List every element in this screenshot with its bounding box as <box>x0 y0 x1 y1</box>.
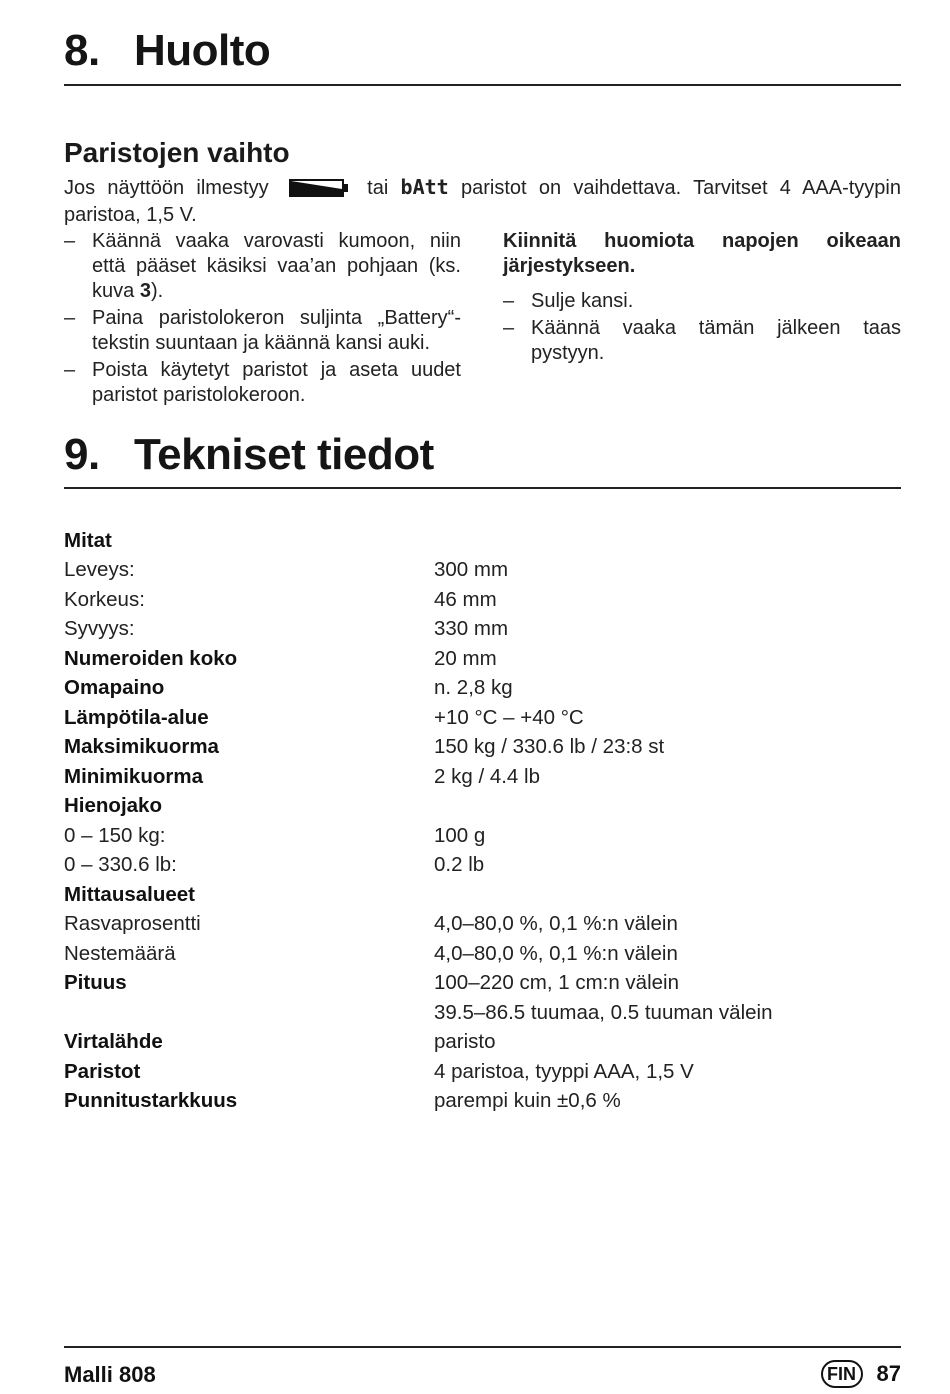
step-dash: – <box>64 359 76 381</box>
step-item <box>64 306 461 356</box>
spec-row <box>64 851 901 881</box>
spec-value: +10 °C – +40 °C <box>434 705 584 729</box>
spec-label: Maksimikuorma <box>64 735 219 759</box>
intro-text-c: paristot on vaihdettava. Tarvitset 4 AAA-tyypin paristoa, 1,5 V. <box>64 177 901 226</box>
spec-row <box>64 644 901 674</box>
figure-ref: 3 <box>139 280 151 302</box>
spec-value: 4,0–80,0 %, 0,1 %:n välein <box>434 941 678 965</box>
spec-row <box>64 1057 901 1087</box>
spec-value: 330 mm <box>434 617 509 641</box>
spec-label: Korkeus: <box>64 587 145 611</box>
spec-row <box>64 939 901 969</box>
footer-rule <box>64 1346 901 1348</box>
heading-rule <box>64 487 901 489</box>
spec-value: 100 g <box>434 823 486 847</box>
spec-label: 0 – 330.6 lb: <box>64 853 177 877</box>
step-text: Käännä vaaka tämän jälkeen taas pystyyn. <box>531 317 901 364</box>
step-item <box>64 358 461 408</box>
spec-row <box>64 615 901 645</box>
spec-label: Lämpötila-alue <box>64 705 209 729</box>
spec-label: Paristot <box>64 1059 141 1083</box>
section-title: Huolto <box>134 26 271 75</box>
spec-label: Rasvaprosentti <box>64 912 201 936</box>
language-badge: FIN <box>821 1360 863 1388</box>
spec-label: Minimikuorma <box>64 764 203 788</box>
step-item <box>503 316 901 366</box>
spec-label: Omapaino <box>64 676 165 700</box>
battery-steps-left <box>64 229 461 410</box>
spec-label: Nestemäärä <box>64 941 176 965</box>
step-item <box>64 229 461 304</box>
spec-value: 4,0–80,0 %, 0,1 %:n välein <box>434 912 678 936</box>
spec-value: parempi kuin ±0,6 % <box>434 1089 621 1113</box>
spec-value: 0.2 lb <box>434 853 485 877</box>
spec-row <box>64 703 901 733</box>
battery-low-icon <box>289 179 349 197</box>
spec-label: Hienojako <box>64 794 162 818</box>
spec-row <box>64 674 901 704</box>
spec-label: Numeroiden koko <box>64 646 238 670</box>
spec-row <box>64 998 901 1028</box>
step-item <box>503 289 901 314</box>
step-text: Sulje kansi. <box>531 290 634 312</box>
spec-row <box>64 526 901 556</box>
spec-value: 150 kg / 330.6 lb / 23:8 st <box>434 735 665 759</box>
battery-intro-paragraph <box>64 174 901 229</box>
spec-value: 39.5–86.5 tuumaa, 0.5 tuuman välein <box>434 1000 773 1024</box>
section-number: 9. <box>64 430 100 479</box>
spec-label: Punnitustarkkuus <box>64 1089 238 1113</box>
spec-row <box>64 762 901 792</box>
spec-row <box>64 969 901 999</box>
heading-rule <box>64 84 901 86</box>
spec-row <box>64 910 901 940</box>
polarity-note: Kiinnitä huomiota napojen oikeaan järjestykseen. <box>503 230 901 277</box>
battery-change-heading: Paristojen vaihto <box>64 137 290 168</box>
tech-specs-table <box>64 526 901 1116</box>
page-number: 87 <box>876 1361 901 1386</box>
step-text-end: ). <box>150 280 164 302</box>
section-8-heading <box>64 26 270 76</box>
spec-value: 46 mm <box>434 587 497 611</box>
manual-page <box>64 0 901 1394</box>
spec-row <box>64 821 901 851</box>
step-dash: – <box>64 307 76 329</box>
spec-row <box>64 585 901 615</box>
footer-right <box>821 1360 901 1388</box>
spec-label: Pituus <box>64 971 127 995</box>
spec-row <box>64 880 901 910</box>
spec-value: 20 mm <box>434 646 497 670</box>
spec-row <box>64 792 901 822</box>
spec-value: 4 paristoa, tyyppi AAA, 1,5 V <box>434 1059 694 1083</box>
spec-value: n. 2,8 kg <box>434 676 513 700</box>
step-text: Käännä vaaka varovasti kumoon, niin että pääset käsiksi vaa’an pohjaan (ks. kuva <box>92 230 461 302</box>
lcd-batt-indicator: bAtt <box>400 175 449 199</box>
step-dash: – <box>503 290 515 312</box>
section-9-heading <box>64 430 434 480</box>
spec-value: paristo <box>434 1030 496 1054</box>
spec-row <box>64 733 901 763</box>
step-text: Paina paristolokeron suljinta „Battery“-tekstin suuntaan ja käännä kansi auki. <box>92 307 461 354</box>
section-title: Tekniset tiedot <box>134 430 434 479</box>
spec-row <box>64 1028 901 1058</box>
battery-steps-right <box>503 229 901 368</box>
spec-label: Leveys: <box>64 558 135 582</box>
spec-value: 100–220 cm, 1 cm:n välein <box>434 971 679 995</box>
spec-value: 2 kg / 4.4 lb <box>434 764 540 788</box>
spec-value: 300 mm <box>434 558 509 582</box>
spec-row <box>64 1087 901 1117</box>
step-dash: – <box>503 317 515 339</box>
intro-text-b: tai <box>367 177 389 199</box>
step-text: Poista käytetyt paristot ja aseta uudet paristot paristolokeroon. <box>92 359 461 406</box>
model-name: Malli 808 <box>64 1362 156 1387</box>
spec-label: Mittausalueet <box>64 882 195 906</box>
section-number: 8. <box>64 26 100 75</box>
intro-text-a: Jos näyttöön ilmestyy <box>64 177 269 199</box>
spec-row <box>64 556 901 586</box>
spec-label: 0 – 150 kg: <box>64 823 166 847</box>
step-dash: – <box>64 230 76 252</box>
spec-label: Mitat <box>64 528 112 552</box>
spec-label: Virtalähde <box>64 1030 163 1054</box>
spec-label: Syvyys: <box>64 617 135 641</box>
